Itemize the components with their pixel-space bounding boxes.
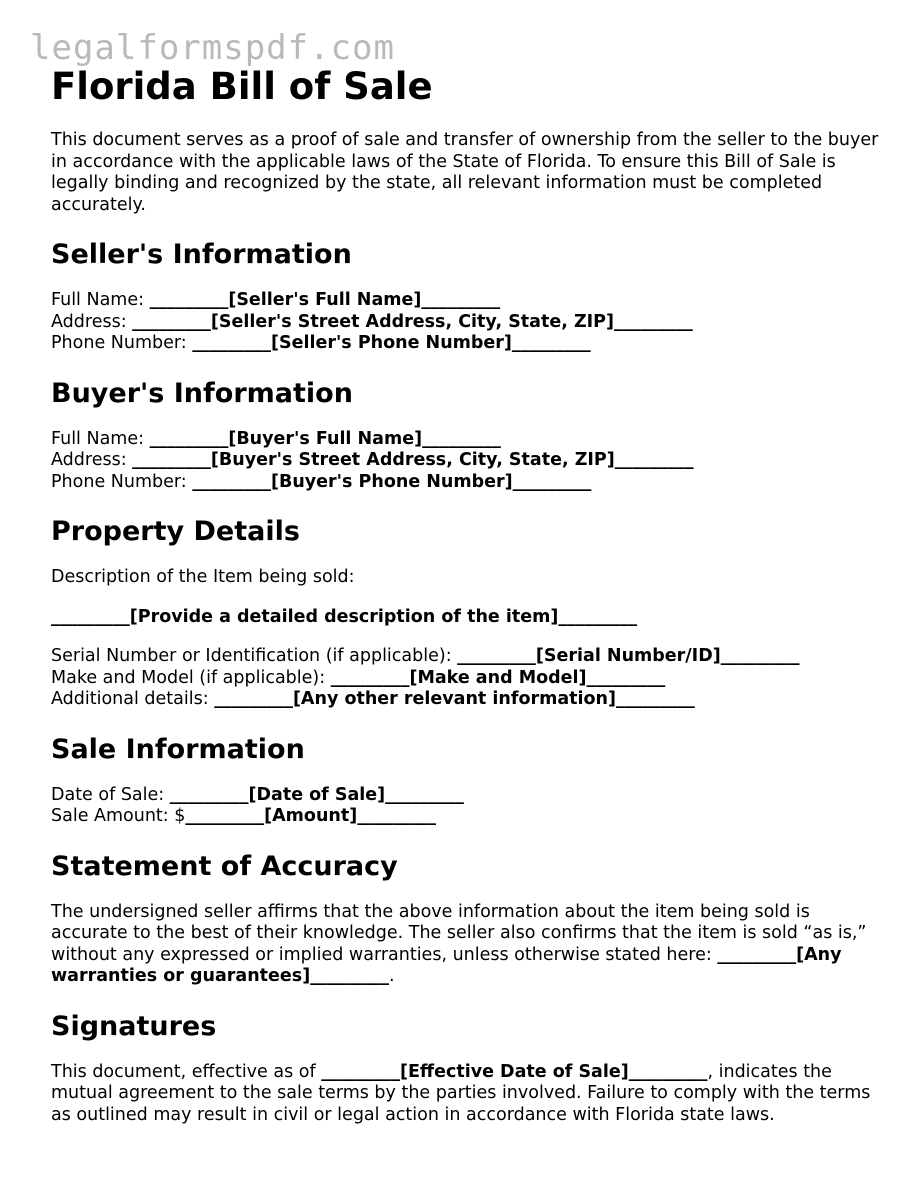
seller-heading: Seller's Information [51, 239, 352, 270]
seller-name-field[interactable]: _________[Seller's Full Name]_________ [149, 290, 501, 310]
accuracy-heading: Statement of Accuracy [51, 850, 398, 882]
intro-paragraph: This document serves as a proof of sale and transfer of ownership from the seller to the buyer in accordance with the applicable laws of the State of Florida. To ensure this Bill of Sale is legally binding and recognized by the state, all relevant information must be completed accurately. [51, 130, 879, 215]
serial-field[interactable]: _________[Serial Number/ID]_________ [457, 646, 800, 666]
effective-date-field[interactable]: _________[Effective Date of Sale]_________ [321, 1061, 708, 1082]
additional-details-line: Additional details: _________[Any other relevant information]_________ [51, 689, 695, 709]
sale-date-line: Date of Sale: _________[Date of Sale]_________ [51, 784, 464, 805]
watermark: legalformspdf.com [30, 28, 395, 68]
page-title: Florida Bill of Sale [51, 65, 433, 108]
sale-amount-line: Sale Amount: $_________[Amount]_________ [51, 806, 436, 826]
additional-details-field[interactable]: _________[Any other relevant information]_________ [214, 689, 695, 709]
signatures-section [51, 1010, 881, 1127]
buyer-name-field[interactable]: _________[Buyer's Full Name]_________ [149, 428, 501, 449]
seller-address-field[interactable]: _________[Seller's Street Address, City, State, ZIP]_________ [132, 311, 693, 332]
accuracy-section [51, 850, 881, 988]
sale-heading: Sale Information [51, 733, 305, 765]
buyer-section [51, 377, 881, 494]
seller-phone-line: Phone Number: _________[Seller's Phone Number]_________ [51, 333, 591, 353]
property-desc-field[interactable]: _________[Provide a detailed description of the item]_________ [51, 606, 638, 627]
property-heading: Property Details [51, 516, 300, 547]
buyer-address-line: Address: _________[Buyer's Street Address, City, State, ZIP]_________ [51, 450, 694, 470]
sale-section [51, 733, 881, 828]
signatures-paragraph: This document, effective as of _________[Effective Date of Sale]_________, indicates the mutual agreement to the sale terms by the parties involved. Failure to comply with the terms as outlined may result in civil or legal action in accordance with Florida state laws. [51, 1061, 871, 1125]
buyer-name-line: Full Name: _________[Buyer's Full Name]_________ [51, 428, 501, 449]
make-model-line: Make and Model (if applicable): _________[Make and Model]_________ [51, 667, 666, 688]
buyer-phone-line: Phone Number: _________[Buyer's Phone Number]_________ [51, 471, 592, 492]
buyer-phone-field[interactable]: _________[Buyer's Phone Number]_________ [192, 471, 592, 492]
signatures-heading: Signatures [51, 1010, 217, 1042]
sale-date-field[interactable]: _________[Date of Sale]_________ [169, 784, 464, 805]
property-desc-label: Description of the Item being sold: [51, 567, 355, 587]
seller-name-line: Full Name: _________[Seller's Full Name]_________ [51, 290, 501, 310]
buyer-heading: Buyer's Information [51, 377, 353, 409]
seller-address-line: Address: _________[Seller's Street Address, City, State, ZIP]_________ [51, 311, 693, 332]
serial-line: Serial Number or Identification (if applicable): _________[Serial Number/ID]_________ [51, 646, 800, 666]
seller-phone-field[interactable]: _________[Seller's Phone Number]_________ [192, 333, 591, 353]
sale-amount-field[interactable]: _________[Amount]_________ [185, 806, 436, 826]
property-section [51, 515, 881, 711]
make-model-field[interactable]: _________[Make and Model]_________ [330, 667, 666, 688]
warranty-field[interactable]: _________[Any warranties or guarantees]_________ [51, 944, 842, 986]
seller-section [51, 238, 881, 355]
document-body [51, 64, 881, 1126]
accuracy-paragraph: The undersigned seller affirms that the above information about the item being sold is accurate to the best of their knowledge. The seller also confirms that the item is sold “as is,” without any expressed or implied warranties, unless otherwise stated here: _________[Any warranties or guarantees]_________. [51, 901, 867, 986]
buyer-address-field[interactable]: _________[Buyer's Street Address, City, State, ZIP]_________ [132, 450, 694, 470]
